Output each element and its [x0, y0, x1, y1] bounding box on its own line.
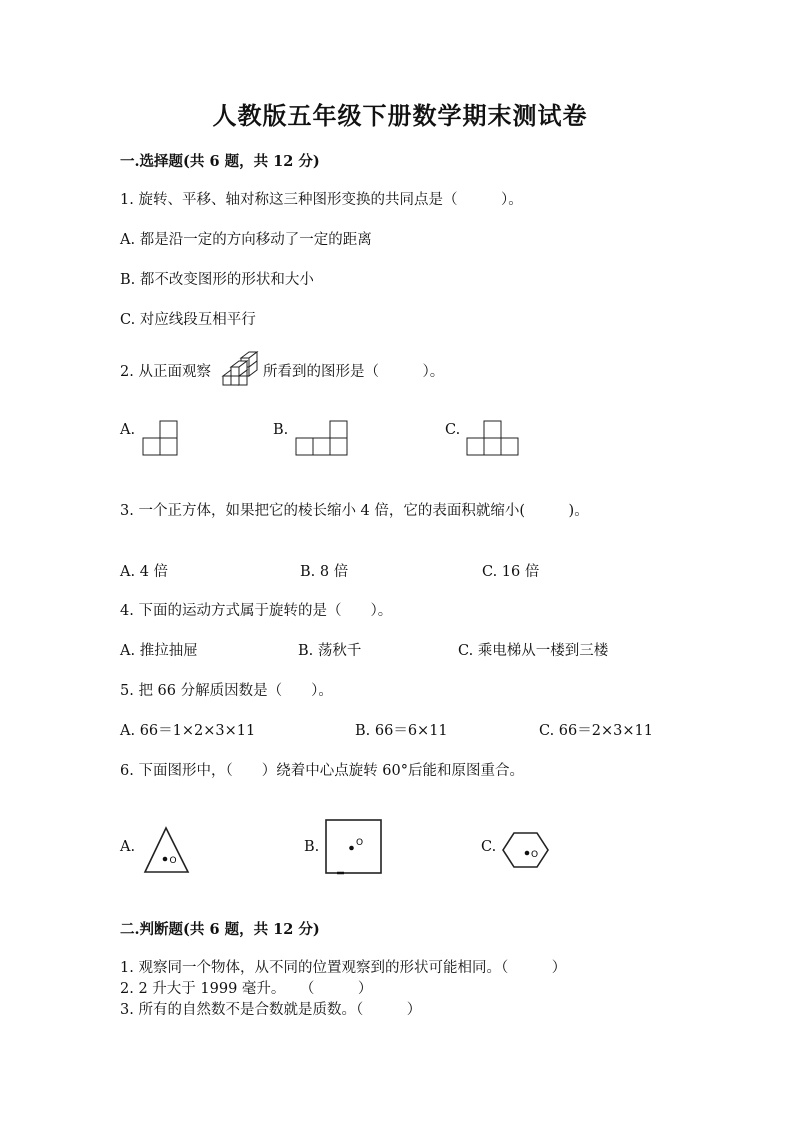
q2-option-a-figure [141, 420, 179, 456]
q3-stem: 3. 一个正方体，如果把它的棱长缩小 4 倍，它的表面积就缩小( )。 [120, 503, 589, 519]
q6-stem: 6. 下面图形中，（ ）绕着中心点旋转 60°后能和原图重合。 [120, 763, 525, 779]
q2-option-c-figure [465, 420, 521, 456]
judge-item-1: 1. 观察同一个物体，从不同的位置观察到的形状可能相同。（ ） [120, 960, 567, 976]
q4-option-c: C. 乘电梯从一楼到三楼 [458, 643, 609, 659]
q6-option-a-label: A. [120, 839, 136, 855]
q5-stem: 5. 把 66 分解质因数是（ ）。 [120, 683, 333, 699]
q3-option-a: A. 4 倍 [120, 564, 169, 580]
page-title: 人教版五年级下册数学期末测试卷 [212, 101, 588, 130]
q6-option-a-triangle-figure [142, 825, 192, 875]
q2-stem-end: 所看到的图形是（ ）。 [263, 364, 445, 380]
q2-stem-start: 2. 从正面观察 [120, 364, 211, 380]
q6-b-center-label: O [356, 838, 364, 848]
q6-option-b-square-figure [324, 818, 384, 876]
q1-stem: 1. 旋转、平移、轴对称这三种图形变换的共同点是（ ）。 [120, 192, 523, 208]
q2-option-b-figure [294, 420, 350, 456]
q1-option-a: A. 都是沿一定的方向移动了一定的距离 [120, 232, 372, 248]
q3-option-c: C. 16 倍 [482, 564, 540, 580]
section-2-header: 二.判断题(共 6 题，共 12 分) [120, 921, 320, 938]
q5-option-c: C. 66＝2×3×11 [539, 723, 653, 739]
q5-option-b: B. 66＝6×11 [355, 723, 448, 739]
q6-option-c-label: C. [481, 839, 497, 855]
judge-item-2: 2. 2 升大于 1999 毫升。 （ ） [120, 981, 373, 997]
q6-a-center-label: O [169, 856, 177, 866]
section-1-header: 一.选择题(共 6 题，共 12 分) [120, 153, 320, 170]
q4-stem: 4. 下面的运动方式属于旋转的是（ ）。 [120, 603, 393, 619]
q4-option-a: A. 推拉抽屉 [120, 643, 198, 659]
q2-option-a-label: A. [120, 422, 136, 438]
q3-option-b: B. 8 倍 [300, 564, 349, 580]
q6-option-b-label: B. [304, 839, 320, 855]
q6-option-c-hexagon-figure [500, 830, 552, 870]
judge-item-3: 3. 所有的自然数不是合数就是质数。（ ） [120, 1002, 422, 1018]
q2-cube-stack-figure [219, 348, 263, 394]
q1-option-c: C. 对应线段互相平行 [120, 312, 256, 328]
q1-option-b: B. 都不改变图形的形状和大小 [120, 272, 314, 288]
q4-option-b: B. 荡秋千 [298, 643, 362, 659]
q6-c-center-label: O [531, 850, 539, 860]
q2-option-b-label: B. [273, 422, 289, 438]
q2-option-c-label: C. [445, 422, 461, 438]
q5-option-a: A. 66＝1×2×3×11 [120, 723, 256, 739]
